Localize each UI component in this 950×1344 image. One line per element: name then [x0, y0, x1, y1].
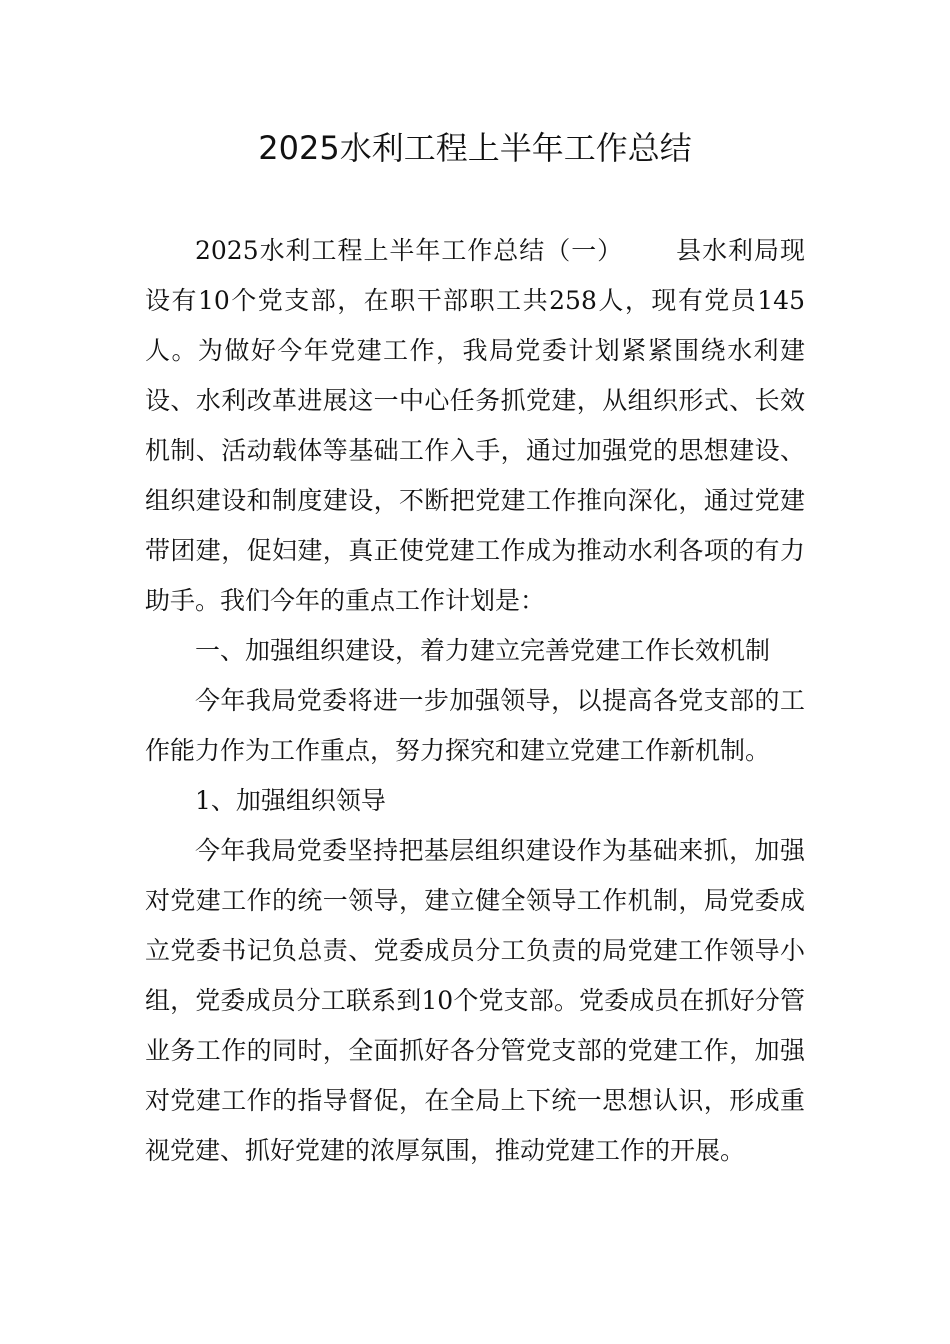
- section-heading-1: 一、加强组织建设，着力建立完善党建工作长效机制: [195, 636, 771, 665]
- document-title: 2025水利工程上半年工作总结: [258, 129, 692, 167]
- paragraph-section-1: 今年我局党委将进一步加强领导，以提高各党支部的工作能力作为工作重点，努力探究和建立党建工作新机制。: [145, 686, 805, 765]
- document-body: [145, 226, 805, 1176]
- paragraph-intro-text: 县水利局现设有10个党支部，在职干部职工共258人，现有党员145人。为做好今年党建工作，我局党委计划紧紧围绕水利建设、水利改革进展这一中心任务抓党建，从组织形式、长效机制、活动载体等基础工作入手，通过加强党的思想建设、组织建设和制度建设，不断把党建工作推向深化，通过党建带团建，促妇建，真正使党建工作成为推动水利各项的有力助手。我们今年的重点工作计划是：: [145, 236, 805, 615]
- paragraph-lead-heading: 2025水利工程上半年工作总结（一）: [195, 236, 624, 265]
- paragraph-intro: [145, 226, 805, 626]
- subsection-heading-1: 1、加强组织领导: [195, 786, 386, 815]
- paragraph-subsection-1: 今年我局党委坚持把基层组织建设作为基础来抓，加强对党建工作的统一领导，建立健全领导工作机制，局党委成立党委书记负总责、党委成员分工负责的局党建工作领导小组，党委成员分工联系到10个党支部。党委成员在抓好分管业务工作的同时，全面抓好各分管党支部的党建工作，加强对党建工作的指导督促，在全局上下统一思想认识，形成重视党建、抓好党建的浓厚氛围，推动党建工作的开展。: [145, 836, 805, 1165]
